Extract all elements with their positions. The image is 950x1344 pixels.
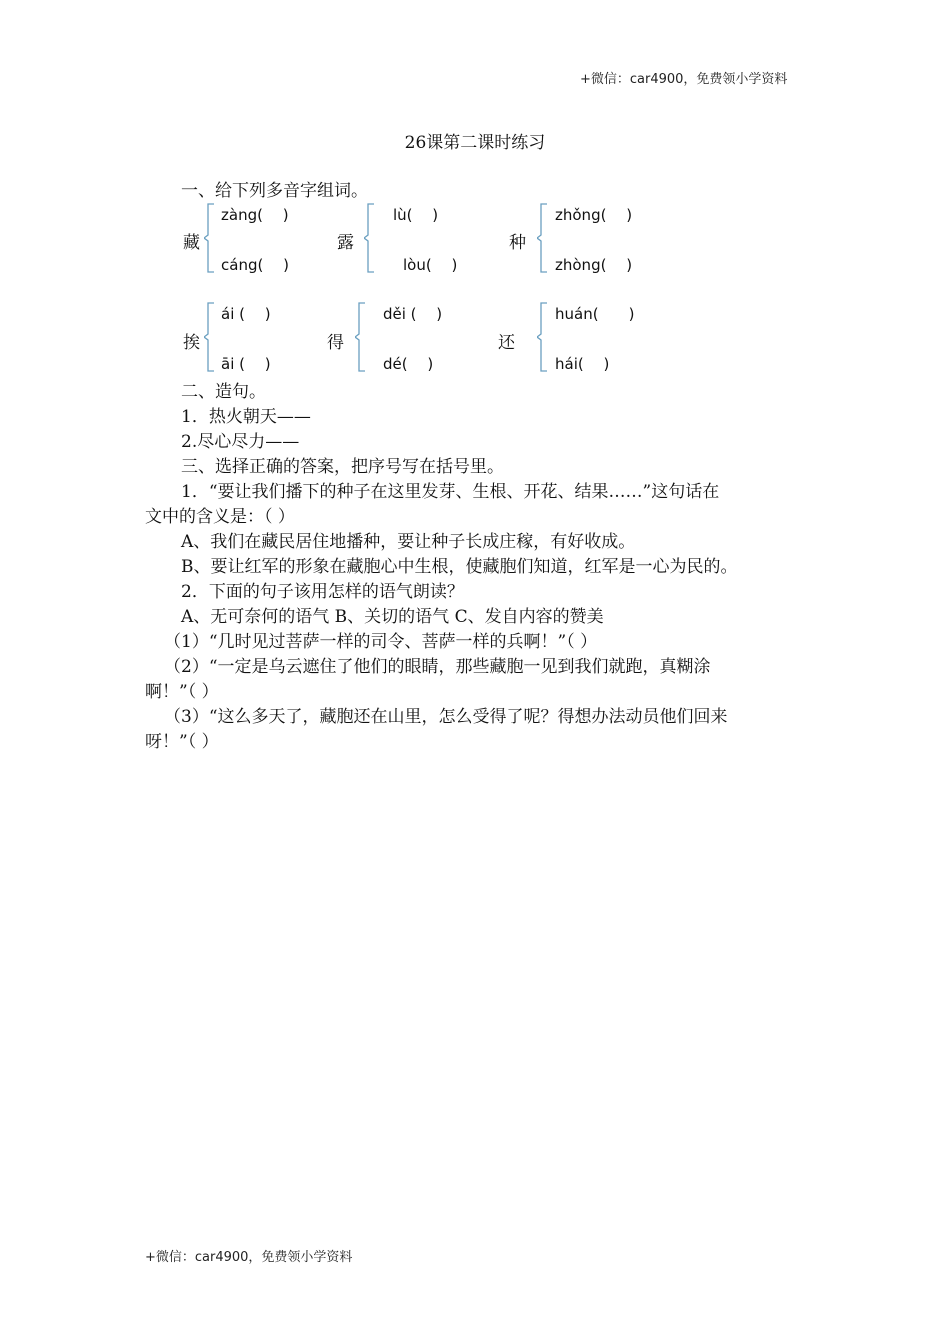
brace-icon xyxy=(204,302,216,372)
page-title: 26课第二课时练习 xyxy=(404,133,546,153)
pinyin-reading: lòu( ) xyxy=(403,256,458,274)
pinyin-reading: āi ( ) xyxy=(221,355,271,373)
poly-char: 露 xyxy=(337,233,354,253)
question-2: 2．下面的句子该用怎样的语气朗读？ xyxy=(181,582,464,602)
pinyin-reading: zàng( ) xyxy=(221,206,289,224)
section2-heading: 二、造句。 xyxy=(181,382,266,402)
poly-char: 得 xyxy=(327,333,344,353)
section3-heading: 三、选择正确的答案，把序号写在括号里。 xyxy=(181,457,504,477)
question-1: 1．“要让我们播下的种子在这里发芽、生根、开花、结果……”这句话在 xyxy=(181,482,720,502)
brace-icon xyxy=(364,203,376,273)
brace-icon xyxy=(355,302,367,372)
sentence-item: 2.尽心尽力—— xyxy=(181,432,300,452)
header-note: +微信：car4900，免费领小学资料 xyxy=(580,72,788,87)
sub-question-2-cont: 啊！”（ ） xyxy=(145,682,219,702)
pinyin-reading: hái( ) xyxy=(555,355,610,373)
brace-icon xyxy=(537,203,549,273)
brace-icon xyxy=(537,302,549,372)
pinyin-reading: dé( ) xyxy=(383,355,434,373)
pinyin-reading: zhòng( ) xyxy=(555,256,633,274)
pinyin-reading: cáng( ) xyxy=(221,256,289,274)
footer-note: +微信：car4900，免费领小学资料 xyxy=(145,1250,353,1265)
question-2-options: A、无可奈何的语气 B、关切的语气 C、发自内容的赞美 xyxy=(181,607,604,627)
poly-char: 还 xyxy=(498,333,515,353)
poly-char: 藏 xyxy=(183,233,200,253)
sub-question-2: （2）“一定是乌云遮住了他们的眼睛，那些藏胞一见到我们就跑，真糊涂 xyxy=(164,657,711,677)
brace-icon xyxy=(204,203,216,273)
sub-question-3-cont: 呀！”（ ） xyxy=(145,732,219,752)
sentence-item: 1．热火朝天—— xyxy=(181,407,311,427)
poly-char: 种 xyxy=(509,233,526,253)
option-b: B、要让红军的形象在藏胞心中生根，使藏胞们知道，红军是一心为民的。 xyxy=(181,557,738,577)
sub-question-1: （1）“几时见过菩萨一样的司令、菩萨一样的兵啊！”（ ） xyxy=(164,632,598,652)
section1-heading: 一、给下列多音字组词。 xyxy=(181,181,368,201)
question-1-cont: 文中的含义是：（ ） xyxy=(145,507,295,527)
pinyin-reading: ái ( ) xyxy=(221,305,271,323)
pinyin-reading: lù( ) xyxy=(393,206,439,224)
pinyin-reading: zhǒng( ) xyxy=(555,206,633,224)
option-a: A、我们在藏民居住地播种，要让种子长成庄稼，有好收成。 xyxy=(181,532,636,552)
pinyin-reading: huán( ) xyxy=(555,305,635,323)
poly-char: 挨 xyxy=(183,333,200,353)
pinyin-reading: děi ( ) xyxy=(383,305,443,323)
sub-question-3: （3）“这么多天了，藏胞还在山里，怎么受得了呢？得想办法动员他们回来 xyxy=(164,707,728,727)
